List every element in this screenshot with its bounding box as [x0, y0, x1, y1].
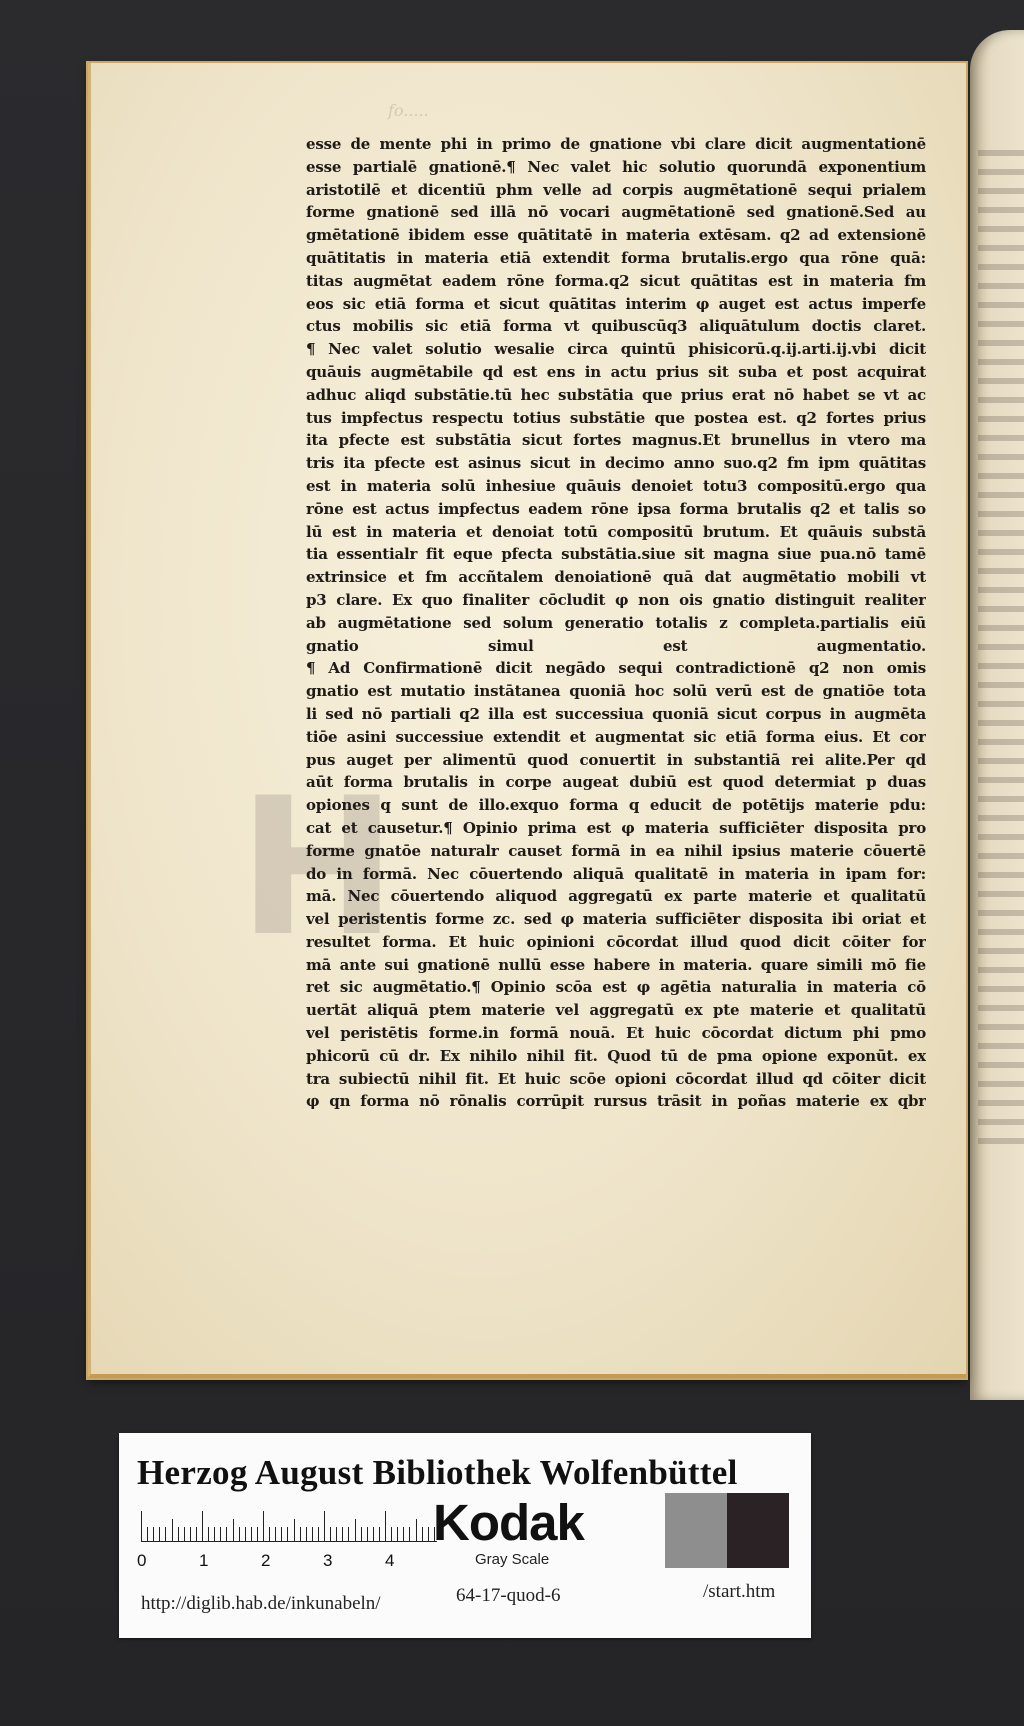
ruler-tick: [428, 1527, 429, 1541]
text-line: cat et causetur.¶ Opinio prima est φ materia sufficiēter disposita pro: [306, 818, 926, 837]
text-line: tris ita pfecte est asinus sicut in decimo anno suo.q2 fm ipm quātitas: [306, 454, 926, 473]
start-page-path: /start.htm: [703, 1581, 776, 1602]
color-calibration-card: [119, 1433, 811, 1638]
text-line: extrinsice et fm accñtalem denoiationē quā dat augmētatio mobili vt: [306, 568, 926, 587]
facing-page-edge: [970, 30, 1024, 1400]
text-line: forme gnatōe naturalr causet formā in ea nihil ipsius materie cōuertē: [306, 841, 926, 860]
text-line: li sed nō partiali q2 illa est successiua quoniā sicut corpus in augmēta: [306, 704, 926, 723]
ruler-tick: [324, 1511, 325, 1541]
text-line: forme gnationē sed illā nō vocari augmētationē sed gnationē.Sed au: [306, 203, 926, 222]
ruler-tick: [172, 1519, 173, 1541]
ruler-tick: [147, 1527, 148, 1541]
ruler-tick: [416, 1519, 417, 1541]
text-line: lū est in materia et denoiat totū compositū brutum. Et quāuis substā: [306, 522, 926, 541]
ruler-tick: [239, 1527, 240, 1541]
ruler-number: 4: [385, 1551, 395, 1570]
text-line: opiones q sunt de illo.exquo forma q educit de potētijs materie pdu:: [306, 796, 926, 815]
text-line: gmētationē ibidem esse quātitatē in materia extēsam. q2 ad extensionē: [306, 226, 926, 245]
gothic-text-column: [306, 133, 926, 1113]
ruler-tick: [165, 1527, 166, 1541]
text-line: gnatio simul est augmentatio.: [306, 636, 926, 655]
text-line: est in materia solū inhesiue quāuis denoiet totu3 compositū.ergo qua: [306, 476, 926, 495]
text-line: vel peristentis forme zc. sed φ materia sufficiēter disposita ibi oriat et: [306, 910, 926, 929]
library-title: Herzog August Bibliothek Wolfenbüttel: [137, 1453, 738, 1492]
ruler-tick: [287, 1527, 288, 1541]
ruler-number: 3: [323, 1551, 333, 1570]
text-line: p3 clare. Ex quo finaliter cōcludit φ non ois gnatio distinguit realiter: [306, 590, 926, 609]
ruler-tick: [275, 1527, 276, 1541]
ruler-tick: [348, 1527, 349, 1541]
text-line: titas augmētat eadem rōne forma.q2 sicut quātitas est in materia fm: [306, 271, 926, 290]
text-line: mā. Nec cōuertendo aliquod aggregatū ex parte materie et qualitatū: [306, 887, 926, 906]
ruler-tick: [422, 1527, 423, 1541]
ruler-tick: [226, 1527, 227, 1541]
ruler-tick: [196, 1527, 197, 1541]
text-line: ret sic augmētatio.¶ Opinio scōa est φ agētia naturalia in materia cō: [306, 978, 926, 997]
ruler-tick: [391, 1527, 392, 1541]
ruler-tick: [355, 1519, 356, 1541]
text-line: tra subiectū nihil fit. Et huic scōe opioni cōcordat illud qd cōiter dicit: [306, 1069, 926, 1088]
measurement-ruler: [141, 1511, 437, 1542]
text-line: tia essentialr fit eque pfecta substātia.siue sit magna siue pua.nō tamē: [306, 545, 926, 564]
facing-page-text: [978, 150, 1024, 1150]
ruler-tick: [263, 1511, 264, 1541]
ruler-tick: [281, 1527, 282, 1541]
text-line: adhuc aliqd substātie.tū hec substātia que prius erat nō habet se vt ac: [306, 385, 926, 404]
text-line: pus auget per alimentū quod conuertit in substantiā rei alite.Per qd: [306, 750, 926, 769]
text-line: vel peristētis forme.in formā nouā. Et huic cōcordat dictum phi pmo: [306, 1024, 926, 1043]
ruler-number: 0: [137, 1551, 147, 1570]
text-line: uertāt aliquā ptem materie vel aggregatū ex pte materie et qualitatū: [306, 1001, 926, 1020]
digital-library-url: http://diglib.hab.de/inkunabeln/: [141, 1593, 381, 1614]
ruler-tick: [251, 1527, 252, 1541]
text-line: esse de mente phi in primo de gnatione vbi clare dicit augmentationē: [306, 135, 926, 153]
text-line: ita pfecte est substātia sicut fortes magnus.Et brunellus in vtero ma: [306, 431, 926, 450]
kodak-logo: Kodak: [433, 1494, 584, 1551]
ruler-tick: [373, 1527, 374, 1541]
ruler-number: 2: [261, 1551, 271, 1570]
text-line: do in formā. Nec cōuertendo aliquā qualitatē in materia in ipam for:: [306, 864, 926, 883]
ruler-tick: [367, 1527, 368, 1541]
gray-scale-label: Gray Scale: [475, 1551, 550, 1568]
ruler-tick: [178, 1527, 179, 1541]
text-line: ab augmētatione sed solum generatio totalis z completa.partialis eiū: [306, 613, 926, 632]
text-line: resultet forma. Et huic opinioni cōcordat illud quod dicit cōiter for: [306, 932, 926, 951]
ruler-tick: [318, 1527, 319, 1541]
text-line: gnatio est mutatio instātanea quoniā hoc solū verū est de gnatiōe tota: [306, 682, 926, 701]
ruler-tick: [294, 1519, 295, 1541]
ruler-tick: [257, 1527, 258, 1541]
text-line: φ qn forma nō rōnalis corrūpit rursus trāsit in poñas materie ex qbr: [306, 1092, 926, 1111]
text-line: ¶ Nec valet solutio wesalie circa quintū phisicorū.q.ij.arti.ij.vbi dicit: [306, 340, 926, 359]
ruler-tick: [184, 1527, 185, 1541]
ruler-tick: [233, 1519, 234, 1541]
watermark-letter: H: [238, 757, 398, 978]
ruler-tick: [202, 1511, 203, 1541]
black-swatch: [727, 1493, 789, 1568]
ruler-tick: [300, 1527, 301, 1541]
text-line: aūt forma brutalis in corpe augeat dubiū est quod determiat p duas: [306, 773, 926, 792]
text-line: aristotilē et dicentiū phm velle ad corpis augmētationē sequi prialem: [306, 180, 926, 199]
text-line: tiōe asini successiue extendit et augmentat sic etiā forma eius. Et cor: [306, 727, 926, 746]
ruler-tick: [330, 1527, 331, 1541]
ruler-tick: [269, 1527, 270, 1541]
text-line: quātitatis in materia etiā extendit forma brutalis.ergo qua rōne quā:: [306, 248, 926, 267]
ruler-tick: [214, 1527, 215, 1541]
incunable-leaf: [88, 63, 966, 1378]
ruler-tick: [245, 1527, 246, 1541]
ruler-tick: [361, 1527, 362, 1541]
ruler-tick: [220, 1527, 221, 1541]
ruler-tick: [190, 1527, 191, 1541]
ruler-number: 1: [199, 1551, 209, 1570]
ruler-tick: [403, 1527, 404, 1541]
ruler-tick: [208, 1527, 209, 1541]
text-line: ¶ Ad Confirmationē dicit negādo sequi contradictionē q2 non omis: [306, 659, 926, 678]
ruler-tick: [141, 1511, 142, 1541]
ruler-tick: [342, 1527, 343, 1541]
ruler-tick: [379, 1527, 380, 1541]
ruler-tick: [409, 1527, 410, 1541]
ruler-tick: [312, 1527, 313, 1541]
ruler-tick: [385, 1511, 386, 1541]
ruler-tick: [397, 1527, 398, 1541]
text-line: eos sic etiā forma et sicut quātitas interim φ auget est actus imperfe: [306, 294, 926, 313]
text-line: tus impfectus respectu totius substātie que postea est. q2 fortes prius: [306, 408, 926, 427]
ruler-tick: [159, 1527, 160, 1541]
gray-scale-swatches: [665, 1493, 789, 1568]
pencil-folio-note: fo.....: [388, 101, 429, 120]
ruler-tick: [153, 1527, 154, 1541]
ruler-tick: [336, 1527, 337, 1541]
text-line: phicorū cū dr. Ex nihilo nihil fit. Quod tū de pma opione exponūt. ex: [306, 1046, 926, 1065]
text-line: ctus mobilis sic etiā forma vt quibuscūq3 aliquātulum doctis claret.: [306, 317, 926, 336]
ruler-tick: [306, 1527, 307, 1541]
gray-swatch: [665, 1493, 727, 1568]
text-line: rōne est actus impfectus eadem rōne ipsa forma brutalis q2 et talis so: [306, 499, 926, 518]
text-line: mā ante sui gnationē nullū esse habere in materia. quare simili mō fie: [306, 955, 926, 974]
text-line: esse partialē gnationē.¶ Nec valet hic solutio quorundā exponentium: [306, 157, 926, 176]
shelfmark-id: 64-17-quod-6: [456, 1585, 561, 1606]
text-line: quāuis augmētabile qd est ens in actu prius sit suba et post acquirat: [306, 362, 926, 381]
